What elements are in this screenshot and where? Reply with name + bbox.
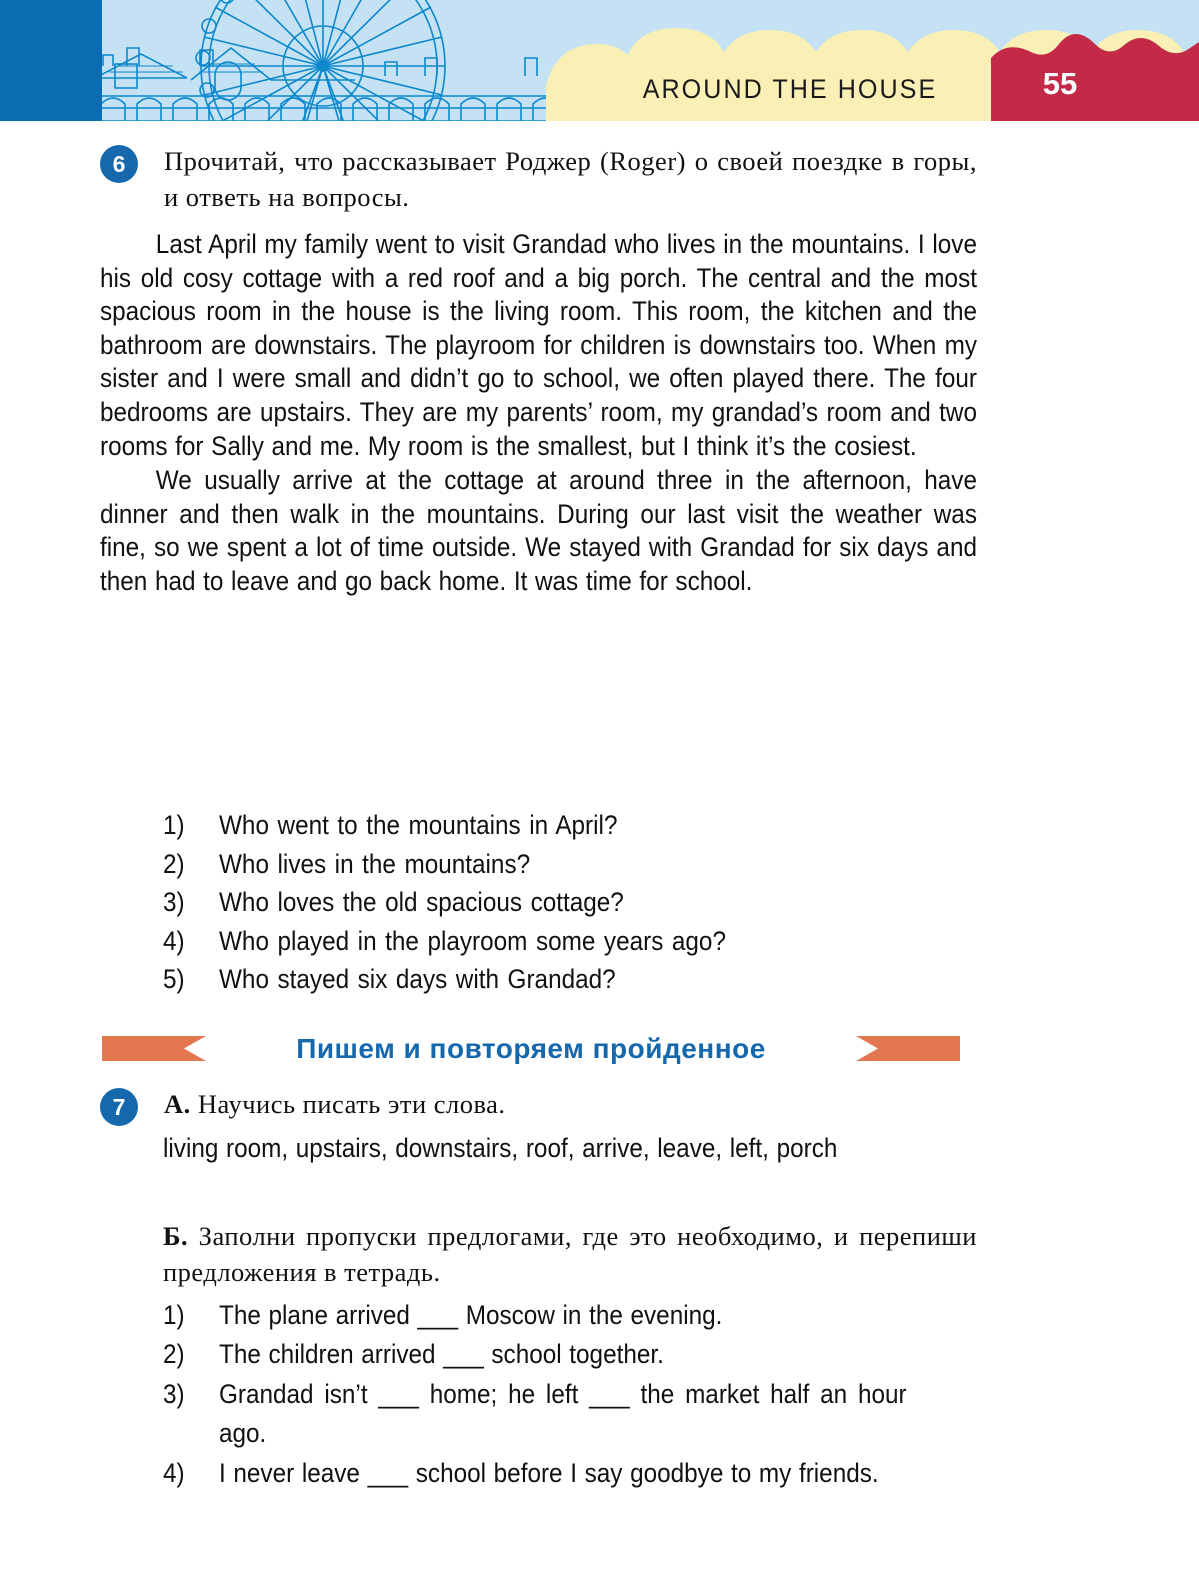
list-item-number: 3)	[163, 1378, 185, 1409]
exercise-7-word-list: living room, upstairs, downstairs, roof, arrive, leave, left, porch	[163, 1133, 838, 1163]
list-item-text: The plane arrived ___ Moscow in the evening.	[219, 1300, 723, 1330]
reading-passage	[100, 228, 977, 599]
list-item-number: 3)	[163, 887, 185, 918]
list-item	[163, 883, 983, 922]
exercise-6-instruction: Прочитай, что рассказывает Роджер (Roger) о своей поездке в горы, и ответь на вопросы.	[164, 146, 977, 213]
list-item-number: 4)	[163, 1457, 185, 1488]
exercise-6-number-badge: 6	[100, 145, 138, 183]
list-item	[163, 806, 983, 845]
header-spine-block	[0, 0, 102, 121]
list-item-text: Who lives in the mountains?	[219, 848, 531, 879]
list-item-text: Who loves the old spacious cottage?	[219, 887, 624, 918]
exercise-6-question-list	[163, 806, 983, 999]
exercise-7-number-badge: 7	[100, 1088, 138, 1126]
section-banner-title: Пишем и повторяем пройденное	[296, 1033, 766, 1064]
list-item-number: 2)	[163, 848, 185, 879]
passage-paragraph: Last April my family went to visit Grandad who lives in the mountains. I love his old cosy cottage with a red roof and a big porch. The central and the most spacious room in the house is the living room. This room, the kitchen and the bathroom are downstairs. The playroom for children is downstairs too. When my sister and I were small and didn’t go to school, we often played there. The four bedrooms are upstairs. They are my parents’ room, my grandad’s room and two rooms for Sally and me. My room is the smallest, but I think it’s the cosiest.	[100, 229, 977, 461]
list-item-text: I never leave ___ school before I say goodbye to my friends.	[219, 1457, 879, 1488]
list-item	[163, 1335, 983, 1374]
list-item-number: 1)	[163, 810, 185, 840]
part-a-label: А.	[164, 1089, 191, 1119]
list-item	[163, 1454, 983, 1493]
list-item-number: 5)	[163, 964, 185, 995]
list-item-text: Who stayed six days with Grandad?	[219, 964, 616, 995]
list-item-number: 1)	[163, 1300, 185, 1330]
part-b-label: Б.	[163, 1221, 189, 1251]
header-red-block	[991, 0, 1199, 121]
page-title: AROUND THE HOUSE	[642, 74, 938, 104]
section-banner	[102, 1032, 960, 1065]
list-item-number: 2)	[163, 1339, 185, 1370]
page-number: 55	[1042, 66, 1078, 101]
exercise-7-part-b-instruction	[163, 1218, 977, 1291]
list-item	[163, 1296, 983, 1335]
list-item-number: 4)	[163, 925, 185, 956]
list-item-text: Who played in the playroom some years ago?	[219, 925, 726, 956]
ferris-wheel-skyline-icon	[95, 0, 615, 121]
part-b-text: Заполни пропуски предлогами, где это необходимо, и перепиши предложения в тетрадь.	[163, 1221, 977, 1288]
exercise-7-part-a-instruction	[164, 1086, 864, 1122]
list-item	[163, 922, 983, 961]
passage-paragraph: We usually arrive at the cottage at around three in the afternoon, have dinner and then walk in the mountains. During our last visit the weather was fine, so we spent a lot of time outside. We stayed with Grandad for six days and then had to leave and go back home. It was time for school.	[100, 465, 977, 597]
page-header	[0, 0, 1199, 121]
list-item-text: Who went to the mountains in April?	[219, 810, 618, 840]
list-item	[163, 845, 983, 884]
part-a-text: Научись писать эти слова.	[197, 1089, 506, 1119]
list-item-text: The children arrived ___ school together.	[219, 1339, 664, 1370]
list-item	[163, 1375, 983, 1454]
list-item-text: Grandad isn’t ___ home; he left ___ the market half an hour ago.	[219, 1378, 907, 1449]
list-item	[163, 960, 983, 999]
exercise-7-sentence-list	[163, 1296, 983, 1493]
